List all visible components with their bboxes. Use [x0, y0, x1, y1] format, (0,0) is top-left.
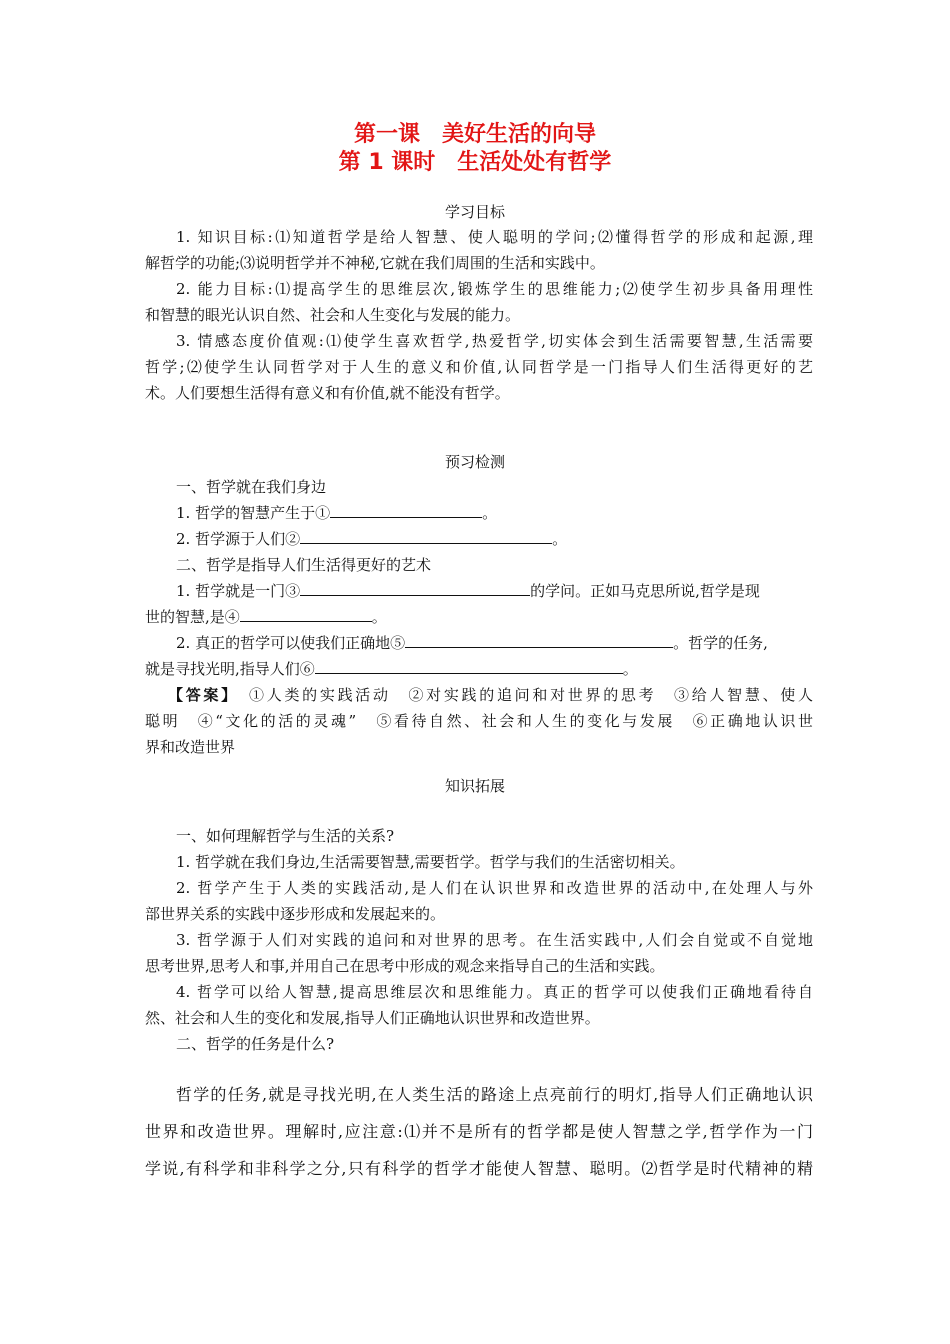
question-3-cont — [145, 607, 813, 627]
answer-blank-5[interactable] — [405, 633, 673, 648]
answer-blank-6[interactable] — [315, 659, 623, 674]
question-text: 。 — [371, 608, 387, 626]
answer-text: ①人类的实践活动 ②对实践的追问和对世界的思考 ③给人智慧、使人 — [231, 686, 813, 704]
extension-line: 二、哲学的任务是什么? — [176, 1035, 335, 1053]
answer-blank-4[interactable] — [240, 607, 372, 622]
answer-blank-2[interactable] — [300, 529, 552, 544]
question-text: 世的智慧,是④ — [145, 608, 240, 626]
preview-heading: 预习检测 — [444, 453, 505, 471]
question-1 — [176, 503, 813, 523]
objectives-line: 哲学;⑵使学生认同哲学对于人生的意义和价值,认同哲学是一门指导人们生活得更好的艺 — [145, 358, 813, 376]
extension-line: 2. 哲学产生于人类的实践活动,是人们在认识世界和改造世界的活动中,在处理人与外 — [176, 879, 813, 897]
objectives-line: 解哲学的功能;⑶说明哲学并不神秘,它就在我们周围的生活和实践中。 — [145, 254, 605, 272]
extension-heading: 知识拓展 — [444, 777, 505, 795]
question-text: 。 — [482, 504, 498, 522]
objectives-line: 3. 情感态度价值观:⑴使学生喜欢哲学,热爱哲学,切实体会到生活需要智慧,生活需要 — [176, 332, 813, 350]
question-text: 1. 哲学就是一门③ — [176, 582, 301, 600]
objectives-line: 和智慧的眼光认识自然、社会和人生变化与发展的能力。 — [145, 306, 521, 324]
extension-line: 然、社会和人生的变化和发展,指导人们正确地认识世界和改造世界。 — [145, 1009, 600, 1027]
question-4 — [176, 633, 813, 653]
answer-line: 聪明 ④“文化的活的灵魂” ⑤看待自然、社会和人生的变化与发展 ⑥正确地认识世 — [145, 712, 813, 730]
question-text: 。 — [552, 530, 568, 548]
question-text: 。 — [622, 660, 638, 678]
preview-part1-title: 一、哲学就在我们身边 — [176, 478, 327, 496]
question-text: 1. 哲学的智慧产生于① — [176, 504, 331, 522]
objectives-line: 术。人们要想生活得有意义和有价值,就不能没有哲学。 — [145, 384, 510, 402]
objectives-heading: 学习目标 — [444, 203, 505, 221]
answer-blank-3[interactable] — [300, 581, 530, 596]
objectives-line: 1. 知识目标:⑴知道哲学是给人智慧、使人聪明的学问;⑵懂得哲学的形成和起源,理 — [176, 228, 813, 246]
answer-label: 【答案】 — [168, 686, 232, 704]
extension-line: 1. 哲学就在我们身边,生活需要智慧,需要哲学。哲学与我们的生活密切相关。 — [176, 853, 685, 871]
question-text: 的学问。正如马克思所说,哲学是现 — [530, 582, 760, 600]
answer-blank-1[interactable] — [330, 503, 482, 518]
extension-line: 4. 哲学可以给人智慧,提高思维层次和思维能力。真正的哲学可以使我们正确地看待自 — [176, 983, 813, 1001]
question-text: 。哲学的任务, — [673, 634, 768, 652]
answer-line: 界和改造世界 — [145, 738, 236, 756]
question-text: 2. 哲学源于人们② — [176, 530, 301, 548]
objectives-line: 2. 能力目标:⑴提高学生的思维层次,锻炼学生的思维能力;⑵使学生初步具备用理性 — [176, 280, 813, 298]
period-title: 第 1 课时 生活处处有哲学 — [338, 150, 612, 175]
extension-line: 部世界关系的实践中逐步形成和发展起来的。 — [145, 905, 446, 923]
question-text: 2. 真正的哲学可以使我们正确地⑤ — [176, 634, 406, 652]
preview-part2-title: 二、哲学是指导人们生活得更好的艺术 — [176, 556, 432, 574]
question-text: 就是寻找光明,指导人们⑥ — [145, 660, 315, 678]
answer-line — [168, 685, 813, 705]
extension-paragraph-line: 哲学的任务,就是寻找光明,在人类生活的路途上点亮前行的明灯,指导人们正确地认识 — [176, 1085, 813, 1104]
extension-line: 3. 哲学源于人们对实践的追问和对世界的思考。在生活实践中,人们会自觉或不自觉地 — [176, 931, 813, 949]
question-2 — [176, 529, 813, 549]
lesson-title: 第一课 美好生活的向导 — [353, 122, 596, 147]
extension-paragraph-line: 世界和改造世界。理解时,应注意:⑴并不是所有的哲学都是使人智慧之学,哲学作为一门 — [145, 1122, 813, 1141]
question-3 — [176, 581, 813, 601]
question-4-cont — [145, 659, 813, 679]
extension-paragraph-line: 学说,有科学和非科学之分,只有科学的哲学才能使人智慧、聪明。⑵哲学是时代精神的精 — [145, 1159, 813, 1178]
extension-line: 思考世界,思考人和事,并用自己在思考中形成的观念来指导自己的生活和实践。 — [145, 957, 665, 975]
extension-line: 一、如何理解哲学与生活的关系? — [176, 827, 395, 845]
